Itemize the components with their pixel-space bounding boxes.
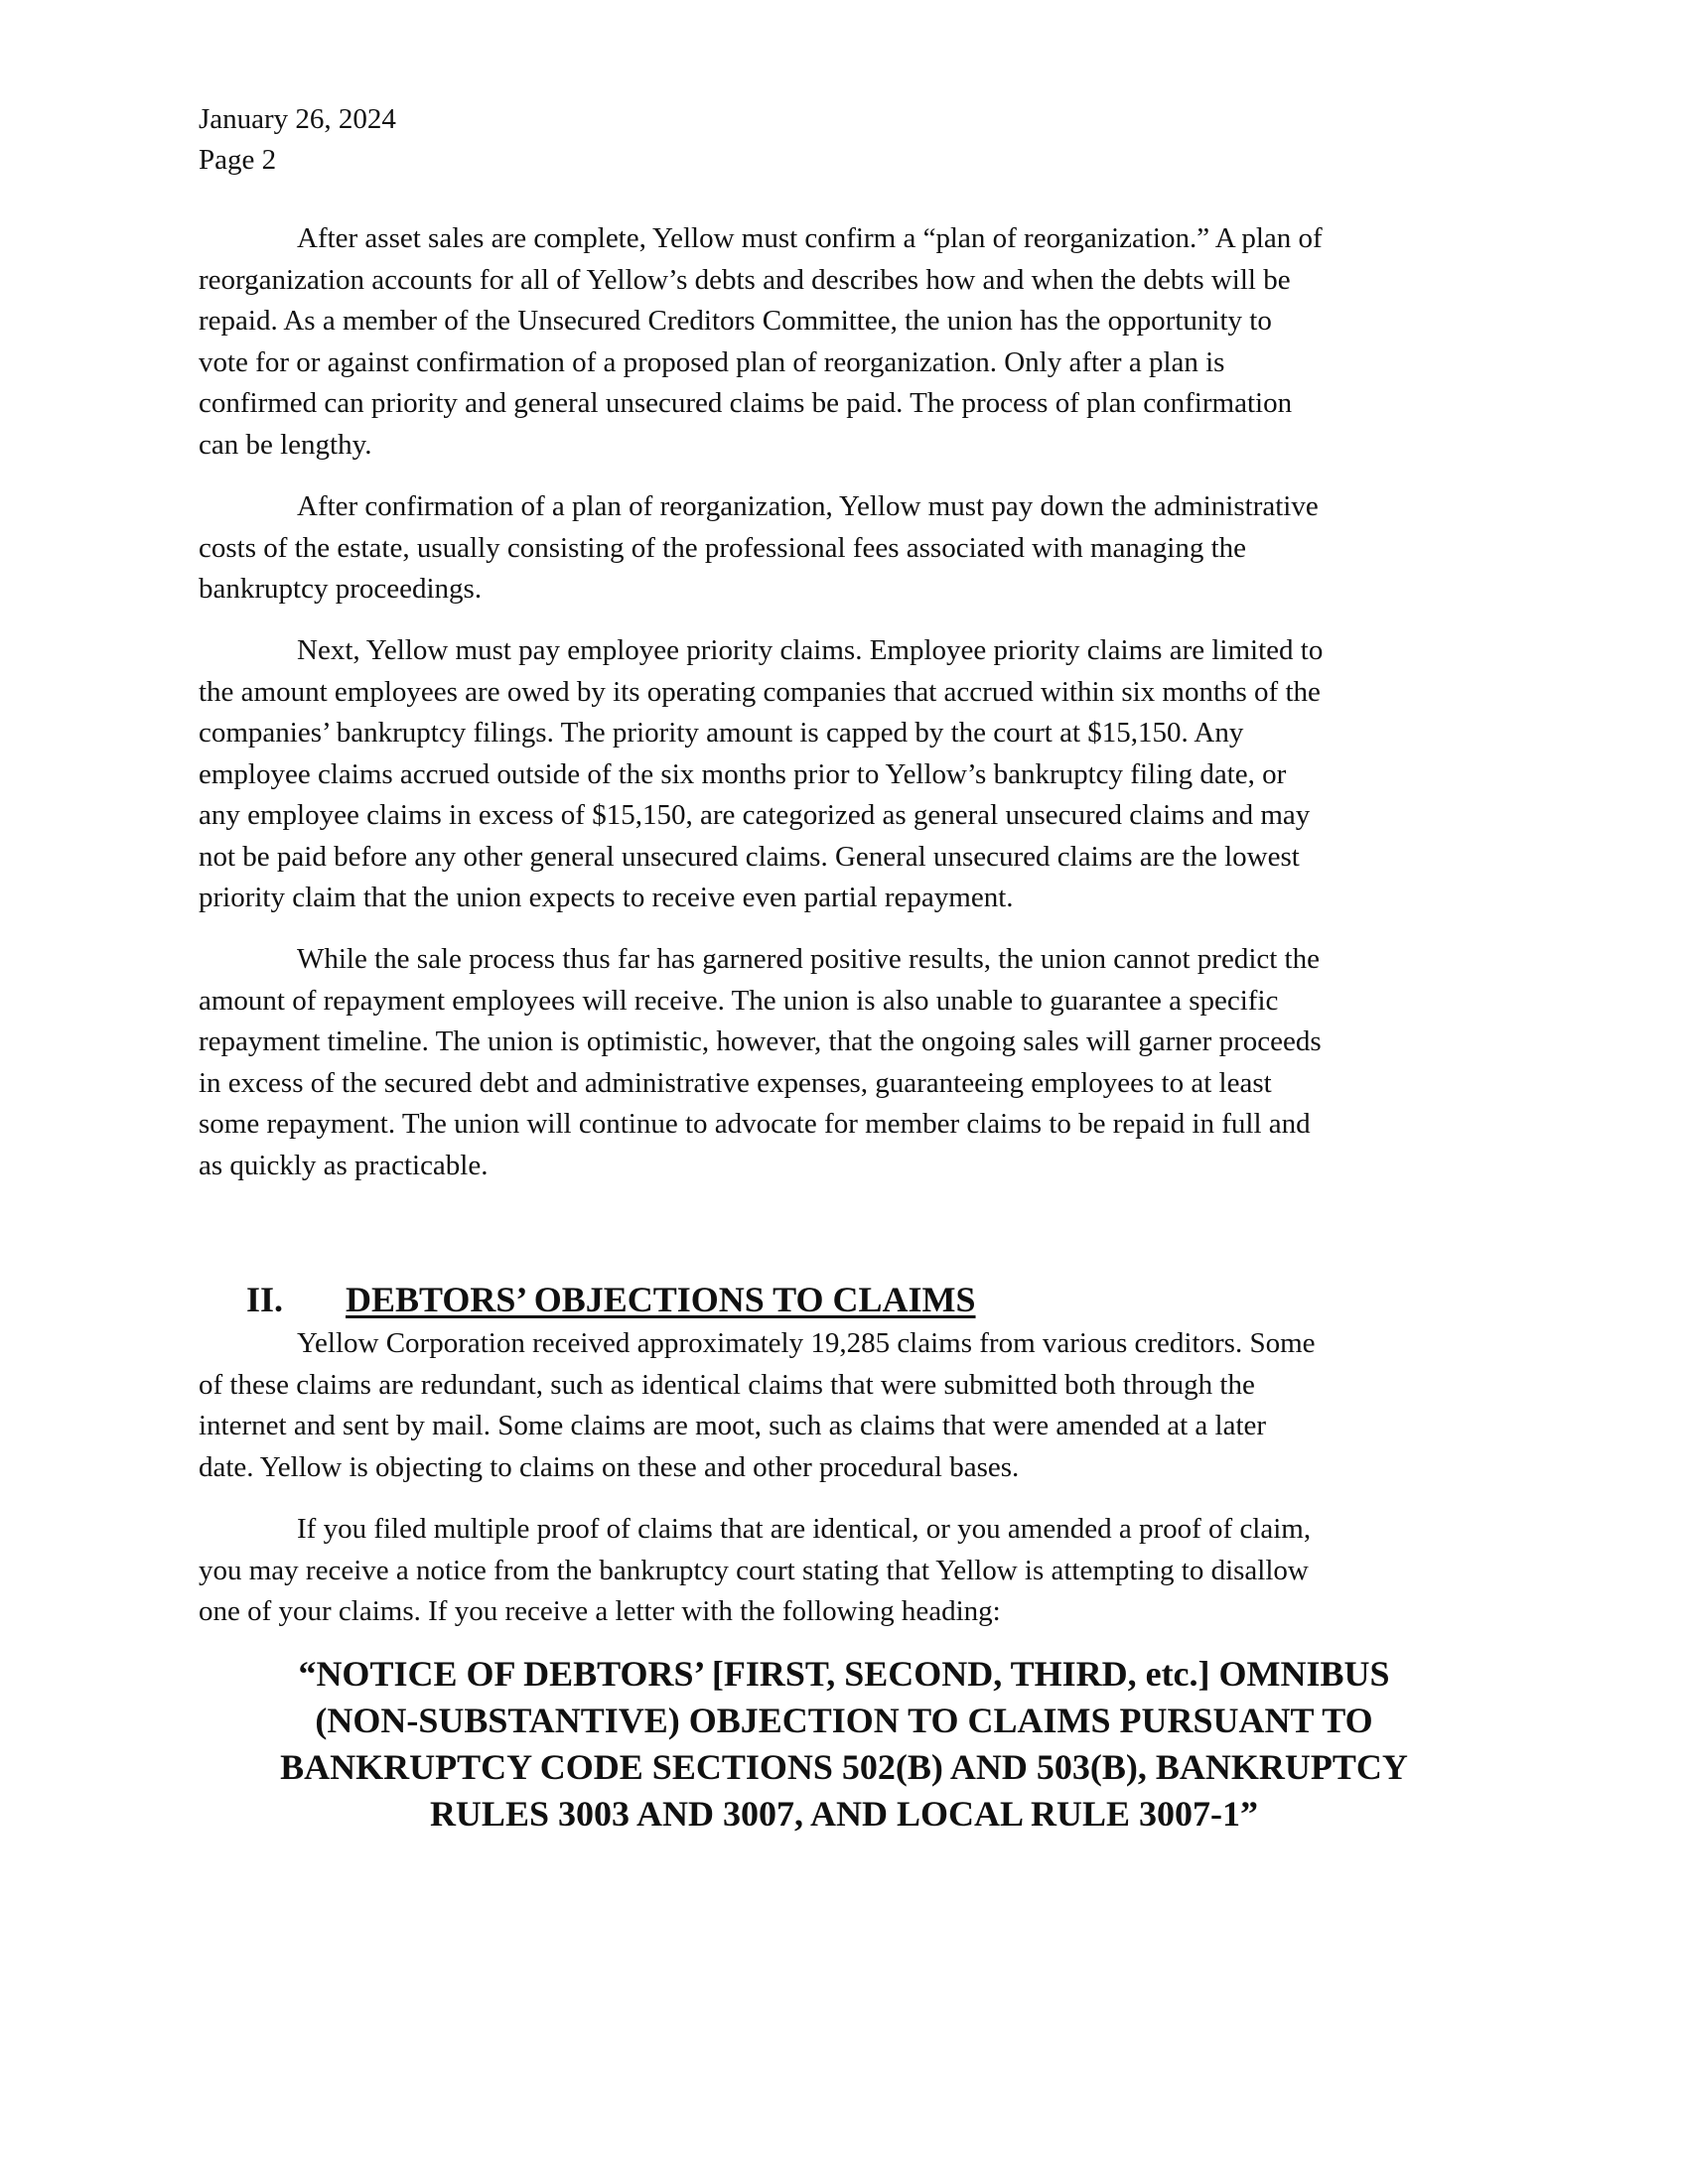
text-line: If you filed multiple proof of claims that are identical, or you amended a proof of claim, <box>297 1513 1312 1545</box>
page-header <box>199 99 396 181</box>
text-line: Next, Yellow must pay employee priority claims. Employee priority claims are limited to <box>297 634 1324 666</box>
text-line: Yellow Corporation received approximately 19,285 claims from various creditors. Some <box>297 1327 1316 1359</box>
text-line: companies’ bankruptcy filings. The priority amount is capped by the court at $15,150. Any <box>199 717 1244 749</box>
notice-line: RULES 3003 AND 3007, AND LOCAL RULE 3007-1” <box>429 1794 1259 1834</box>
text-line: repayment timeline. The union is optimistic, however, that the ongoing sales will garner proceeds <box>199 1025 1322 1057</box>
text-line: After asset sales are complete, Yellow must confirm a “plan of reorganization.” A plan of <box>297 222 1323 254</box>
text-line: can be lengthy. <box>199 428 372 461</box>
page-number: Page 2 <box>199 144 277 176</box>
paragraph-administrative-costs <box>199 486 1489 611</box>
text-line: you may receive a notice from the bankruptcy court stating that Yellow is attempting to disallow <box>199 1554 1309 1586</box>
text-line: reorganization accounts for all of Yellow’s debts and describes how and when the debts will be <box>199 263 1291 296</box>
text-line: amount of repayment employees will receive. The union is also unable to guarantee a specific <box>199 984 1279 1017</box>
text-line: the amount employees are owed by its operating companies that accrued within six months of the <box>199 675 1321 708</box>
paragraph-multiple-claims-notice <box>199 1509 1489 1633</box>
notice-line: BANKRUPTCY CODE SECTIONS 502(B) AND 503(B), BANKRUPTCY <box>280 1747 1408 1787</box>
notice-line: “NOTICE OF DEBTORS’ [FIRST, SECOND, THIRD, etc.] OMNIBUS <box>298 1654 1390 1694</box>
section-title: DEBTORS’ OBJECTIONS TO CLAIMS <box>346 1280 976 1319</box>
text-line: priority claim that the union expects to receive even partial repayment. <box>199 882 1014 913</box>
text-line: bankruptcy proceedings. <box>199 573 483 605</box>
text-line: After confirmation of a plan of reorganization, Yellow must pay down the administrative <box>297 490 1319 522</box>
paragraph-employee-priority-claims <box>199 630 1489 919</box>
letter-date: January 26, 2024 <box>199 103 396 135</box>
text-line: costs of the estate, usually consisting of the professional fees associated with managing the <box>199 531 1247 564</box>
notice-heading-quote <box>199 1651 1489 1838</box>
text-line: confirmed can priority and general unsecured claims be paid. The process of plan confirmation <box>199 387 1293 419</box>
text-line: not be paid before any other general unsecured claims. General unsecured claims are the lowest <box>199 840 1300 873</box>
notice-line: (NON-SUBSTANTIVE) OBJECTION TO CLAIMS PURSUANT TO <box>315 1701 1373 1740</box>
text-line: some repayment. The union will continue to advocate for member claims to be repaid in full and <box>199 1108 1311 1140</box>
text-line: internet and sent by mail. Some claims are moot, such as claims that were amended at a later <box>199 1410 1267 1441</box>
text-line: date. Yellow is objecting to claims on these and other procedural bases. <box>199 1450 1020 1483</box>
section-number: II. <box>246 1280 284 1319</box>
text-line: vote for or against confirmation of a proposed plan of reorganization. Only after a plan is <box>199 345 1225 378</box>
text-line: repaid. As a member of the Unsecured Creditors Committee, the union has the opportunity to <box>199 305 1272 337</box>
text-line: any employee claims in excess of $15,150, are categorized as general unsecured claims and may <box>199 799 1311 831</box>
paragraph-claims-received <box>199 1323 1489 1488</box>
text-line: as quickly as practicable. <box>199 1149 489 1181</box>
paragraph-plan-of-reorganization <box>199 218 1489 466</box>
text-line: in excess of the secured debt and administrative expenses, guaranteeing employees to at least <box>199 1066 1272 1099</box>
paragraph-repayment-outlook <box>199 939 1489 1186</box>
text-line: While the sale process thus far has garnered positive results, the union cannot predict the <box>297 943 1320 975</box>
section-heading <box>246 1278 976 1321</box>
text-line: employee claims accrued outside of the six months prior to Yellow’s bankruptcy filing date, or <box>199 757 1287 790</box>
text-line: one of your claims. If you receive a letter with the following heading: <box>199 1595 1001 1627</box>
text-line: of these claims are redundant, such as identical claims that were submitted both through the <box>199 1368 1255 1401</box>
